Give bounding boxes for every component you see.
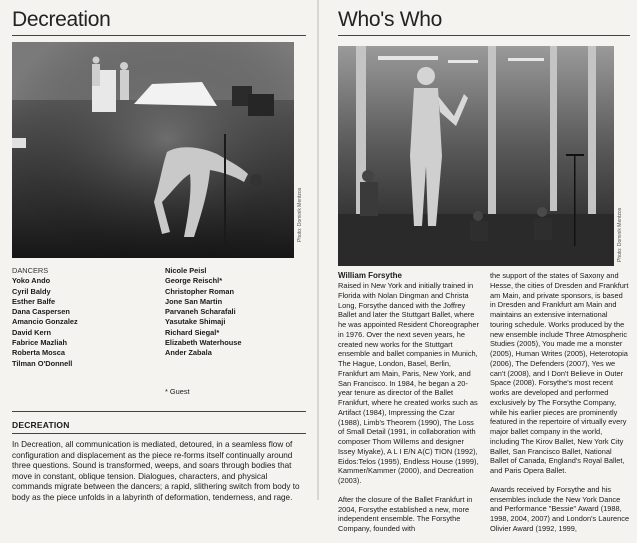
page-title-whos-who: Who's Who [338,8,443,31]
dancer-name: George Reischl* [165,276,223,286]
dancer-name: Yasutake Shimaji [165,317,226,327]
portrait-photo [338,46,614,266]
dancer-name: Roberta Mosca [12,348,65,358]
dancers-heading: DANCERS [12,266,49,275]
page-title-decreation: Decreation [12,8,111,31]
dancer-name: Richard Siegal* [165,327,220,337]
dancer-name: Fabrice Mazliah [12,338,68,348]
dancer-name: Esther Balfe [12,296,56,306]
bio-paragraph: the support of the states of Saxony and Hesse, the cities of Dresden and Frankfurt am Main, and private sponsors, is based in Dresden and Frankfurt am Main and maintains an extensive international touring schedule. Works produced by the new ensemble include Three Atmospheric Studies (2005), You made me a monster (2005), Human Writes (2005), Heterotopia (2006), The Defenders (2007), Yes we can't (2008), and I Don't Believe in Outer Space (2008). Forsythe's most recent works are developed and performed exclusively by The Forsythe Company, while his earlier pieces are prominently featured in the repertoire of virtually every major ballet company in the world, including The Kirov Ballet, New York City Ballet, San Francisco Ballet, National Ballet of Canada, England's Royal Ballet, and Paris Opera Ballet. [490,271,629,475]
bio-paragraph: Awards received by Forsythe and his ensembles include the New York Dance and Performance "Bessie" Award (1988, 1998, 2004, 2007) and London's Laurence Olivier Award (1992, 1999, [490,484,630,533]
section-divider [12,411,306,412]
dancer-name: Ander Zabala [165,348,212,358]
title-rule [12,35,306,36]
photo-credit: Photo: Dominik Mentzos [617,207,623,262]
bio-paragraph: After the closure of the Ballet Frankfurt in 2004, Forsythe established a new, more independent ensemble. The Forsythe Company, founded with [338,494,473,533]
dancer-name: Cyril Baldy [12,286,51,296]
title-rule [338,35,630,36]
description-body: In Decreation, all communication is mediated, detoured, in a seamless flow of configuration and displacement as the piece re-forms itself continually around three questions. Sound is transformed, weeps, and soars through bodies that move in constant, oblique tension. Dialogues, characters, and physical commands migrate between the dancers; a rapid, slithering switch from body to body as the piece unfolds in a labyrinth of deformation, tenderness, and rage. [12,440,300,502]
dancer-name: Yoko Ando [12,276,51,286]
photo-credit: Photo: Dominik Mentzos [297,187,303,242]
bio-column-2 [490,271,630,543]
right-page [318,0,637,533]
section-divider [12,433,306,434]
dancer-name: Nicole Peisl [165,266,207,275]
dancer-name: Parvaneh Scharafali [165,307,236,317]
dancers-list-2 [165,266,242,359]
bio-name: William Forsythe [338,271,402,280]
description-heading: DECREATION [12,420,70,430]
performance-photo [12,42,294,258]
dancer-name: Elizabeth Waterhouse [165,338,242,348]
dancer-name: Tilman O'Donnell [12,358,73,368]
dancer-name: Christopher Roman [165,286,234,296]
dancer-name: Amancio Gonzalez [12,317,78,327]
bio-column-1 [338,281,480,543]
guest-note: * Guest [165,387,190,396]
dancer-name: Dana Caspersen [12,307,70,317]
dancer-name: David Kern [12,327,52,337]
bio-paragraph: Raised in New York and initially trained in Florida with Nolan Dingman and Christa Long, Forsythe danced with the Joffrey Ballet and later the Stuttgart Ballet, where he was appointed Resident Choreographer in 1976. Over the next seven years, he created new works for the Stuttgart ensemble and ballet companies in Munich, The Hague, London, Basel, Berlin, Frankfurt am Main, Paris, New York, and San Francisco. In 1984, he began a 20-year tenure as director of the Ballet Frankfurt, where he created works such as Artifact (1984), Impressing the Czar (1988), Limb's Theorem (1990), The Loss of Small Detail (1991, in collaboration with composer Thom Willems and designer Issey Miyake), A L I E/N A(C) TION (1992), Eidos:Telos (1995), Endless House (1999), Kammer/Kammer (2000), and Decreation (2003). [338,281,479,485]
left-page [0,0,318,500]
dancer-name: Jone San Martin [165,296,223,306]
dancers-list-1 [12,266,78,369]
